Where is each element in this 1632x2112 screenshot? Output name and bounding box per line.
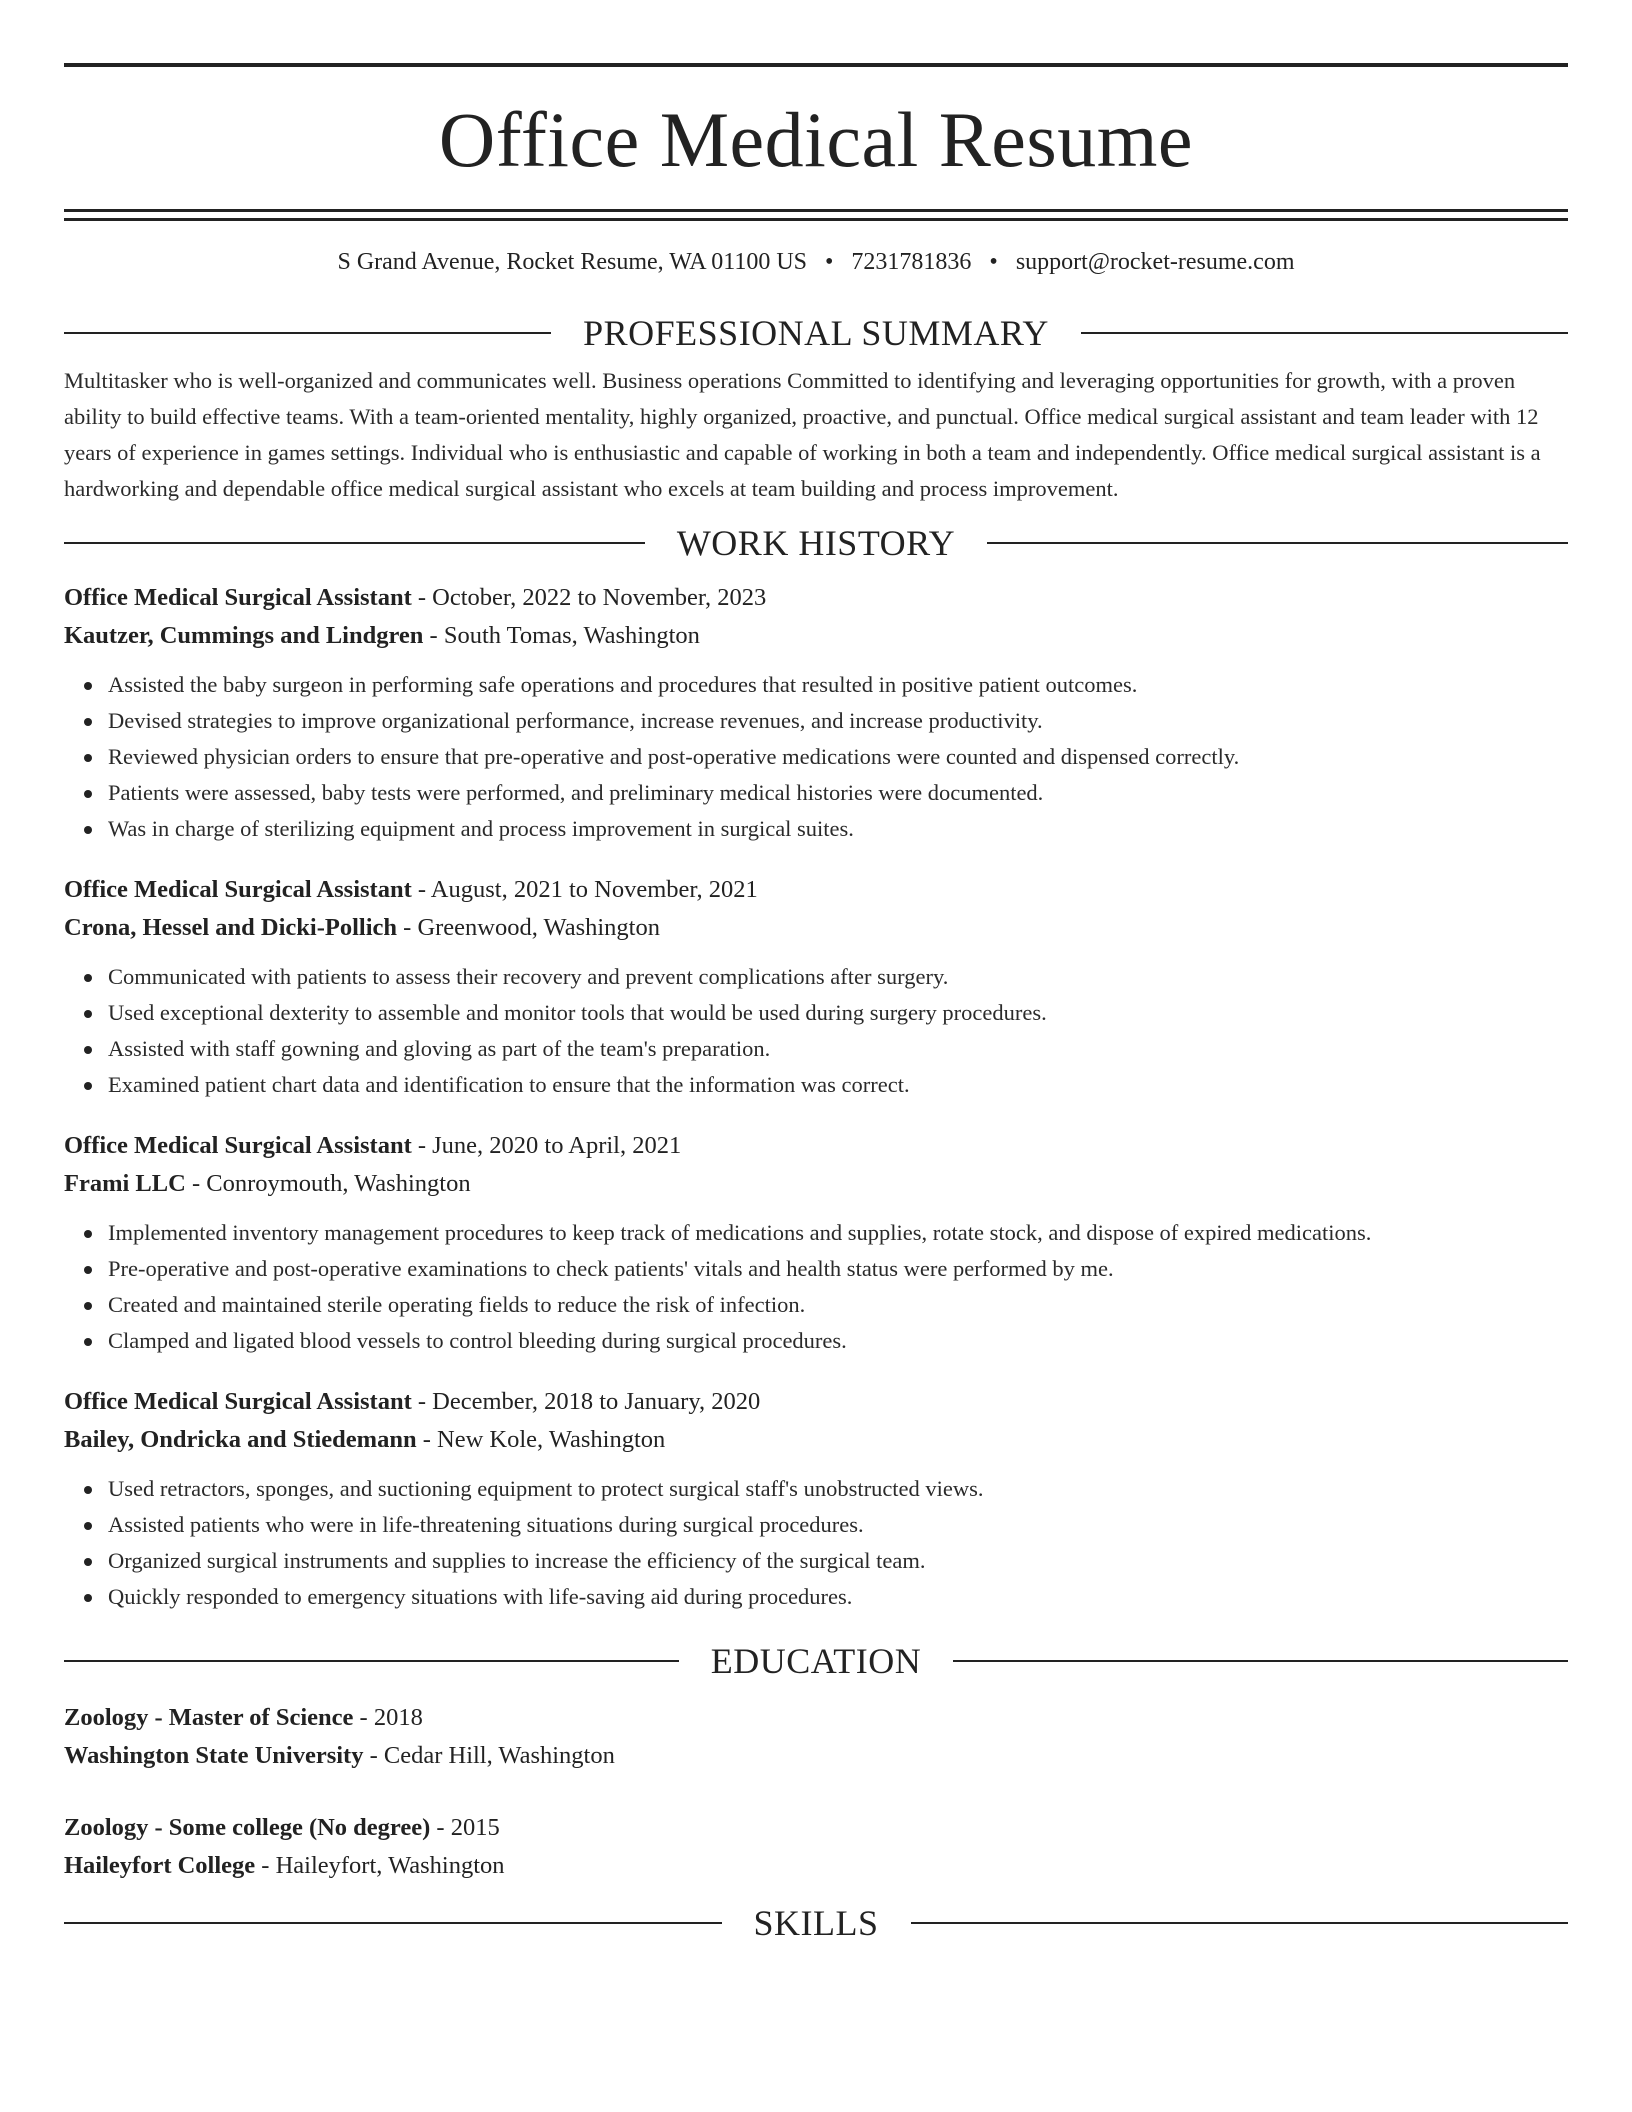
education-location: - Cedar Hill, Washington xyxy=(363,1742,615,1769)
education-degree: Zoology - Master of Science xyxy=(64,1704,354,1731)
section-rule-right xyxy=(1081,332,1568,334)
job-bullet: Created and maintained sterile operating fields to reduce the risk of infection. xyxy=(108,1287,1568,1323)
education-year: - 2015 xyxy=(430,1814,500,1841)
section-rule-left xyxy=(64,1660,679,1662)
job-company-line xyxy=(64,617,1568,655)
job-dates: - June, 2020 to April, 2021 xyxy=(411,1132,682,1159)
contact-separator: • xyxy=(989,249,998,275)
section-title-work: WORK HISTORY xyxy=(676,523,956,563)
job-title: Office Medical Surgical Assistant xyxy=(64,876,412,903)
job-bullet: Assisted the baby surgeon in performing safe operations and procedures that resulted in positive patient outcomes. xyxy=(108,667,1568,703)
section-header-skills xyxy=(64,1903,1568,1943)
education-year: - 2018 xyxy=(353,1704,423,1731)
job-title-line xyxy=(64,1383,1568,1421)
job-location: - New Kole, Washington xyxy=(416,1426,666,1453)
education-entry xyxy=(64,1809,1568,1885)
contact-address: S Grand Avenue, Rocket Resume, WA 01100 US xyxy=(337,249,807,275)
job-title: Office Medical Surgical Assistant xyxy=(64,1132,412,1159)
section-rule-left xyxy=(64,542,645,544)
job-entry xyxy=(64,579,1568,847)
job-entry xyxy=(64,1127,1568,1359)
job-bullets xyxy=(64,959,1568,1103)
job-bullet: Assisted patients who were in life-threatening situations during surgical procedures. xyxy=(108,1507,1568,1543)
resume-title: Office Medical Resume xyxy=(438,96,1194,183)
job-company: Frami LLC xyxy=(64,1170,186,1197)
job-company: Kautzer, Cummings and Lindgren xyxy=(64,622,424,649)
education-degree-line xyxy=(64,1809,1568,1847)
section-title-skills: SKILLS xyxy=(753,1903,879,1943)
job-entry xyxy=(64,1383,1568,1615)
contact-separator: • xyxy=(825,249,834,275)
job-bullet: Devised strategies to improve organizational performance, increase revenues, and increase productivity. xyxy=(108,703,1568,739)
job-bullets xyxy=(64,1471,1568,1615)
section-rule-right xyxy=(953,1660,1568,1662)
section-rule-left xyxy=(64,1922,722,1924)
job-bullet: Communicated with patients to assess their recovery and prevent complications after surgery. xyxy=(108,959,1568,995)
education-school: Haileyfort College xyxy=(64,1852,256,1879)
job-bullet: Organized surgical instruments and supplies to increase the efficiency of the surgical team. xyxy=(108,1543,1568,1579)
job-company-line xyxy=(64,909,1568,947)
job-dates: - December, 2018 to January, 2020 xyxy=(411,1388,761,1415)
job-title-line xyxy=(64,871,1568,909)
job-bullet: Used retractors, sponges, and suctioning equipment to protect surgical staff's unobstructed views. xyxy=(108,1471,1568,1507)
section-title-education: EDUCATION xyxy=(710,1641,922,1681)
job-bullets xyxy=(64,667,1568,847)
job-location: - Greenwood, Washington xyxy=(397,914,660,941)
job-company-line xyxy=(64,1165,1568,1203)
education-school-line xyxy=(64,1737,1568,1775)
section-rule-left xyxy=(64,332,551,334)
title-double-rule xyxy=(64,209,1568,221)
resume-page xyxy=(64,0,1568,1943)
education-location: - Haileyfort, Washington xyxy=(255,1852,505,1879)
job-bullet: Was in charge of sterilizing equipment and process improvement in surgical suites. xyxy=(108,811,1568,847)
contact-phone: 7231781836 xyxy=(851,249,972,275)
job-bullet: Used exceptional dexterity to assemble and monitor tools that would be used during surgery procedures. xyxy=(108,995,1568,1031)
education-degree-line xyxy=(64,1699,1568,1737)
job-bullet: Reviewed physician orders to ensure that pre-operative and post-operative medications were counted and dispensed correctly. xyxy=(108,739,1568,775)
education-entry xyxy=(64,1699,1568,1775)
job-title-line xyxy=(64,579,1568,617)
section-title-summary: PROFESSIONAL SUMMARY xyxy=(583,313,1049,353)
job-title: Office Medical Surgical Assistant xyxy=(64,1388,412,1415)
contact-line xyxy=(64,247,1568,277)
job-bullet: Clamped and ligated blood vessels to control bleeding during surgical procedures. xyxy=(108,1323,1568,1359)
job-bullet: Quickly responded to emergency situations with life-saving aid during procedures. xyxy=(108,1579,1568,1615)
job-location: - Conroymouth, Washington xyxy=(185,1170,471,1197)
job-company: Bailey, Ondricka and Stiedemann xyxy=(64,1426,417,1453)
job-dates: - October, 2022 to November, 2023 xyxy=(411,584,767,611)
education-degree: Zoology - Some college (No degree) xyxy=(64,1814,431,1841)
job-bullet: Examined patient chart data and identification to ensure that the information was correct. xyxy=(108,1067,1568,1103)
summary-text: Multitasker who is well-organized and communicates well. Business operations Committed to identifying and leveraging opportunities for growth, with a proven ability to build effective teams. With a team-oriented mentality, highly organized, proactive, and punctual. Office medical surgical assistant and team leader with 12 years of experience in games settings. Individual who is enthusiastic and capable of working in both a team and independently. Office medical surgical assistant is a hardworking and dependable office medical surgical assistant who excels at team building and process improvement. xyxy=(64,368,1541,501)
section-rule-right xyxy=(987,542,1568,544)
section-header-summary xyxy=(64,313,1568,353)
job-bullet: Assisted with staff gowning and gloving as part of the team's preparation. xyxy=(108,1031,1568,1067)
job-company-line xyxy=(64,1421,1568,1459)
job-location: - South Tomas, Washington xyxy=(423,622,700,649)
education-school-line xyxy=(64,1847,1568,1885)
job-entry xyxy=(64,871,1568,1103)
job-title-line xyxy=(64,1127,1568,1165)
job-bullets xyxy=(64,1215,1568,1359)
job-bullet: Implemented inventory management procedures to keep track of medications and supplies, rotate stock, and dispose of expired medications. xyxy=(108,1215,1568,1251)
education-school: Washington State University xyxy=(64,1742,364,1769)
section-rule-right xyxy=(911,1922,1569,1924)
top-rule xyxy=(64,63,1568,67)
job-bullet: Pre-operative and post-operative examinations to check patients' vitals and health status were performed by me. xyxy=(108,1251,1568,1287)
job-dates: - August, 2021 to November, 2021 xyxy=(411,876,758,903)
job-title: Office Medical Surgical Assistant xyxy=(64,584,412,611)
contact-email: support@rocket-resume.com xyxy=(1015,249,1295,275)
section-header-education xyxy=(64,1641,1568,1681)
job-bullet: Patients were assessed, baby tests were performed, and preliminary medical histories were documented. xyxy=(108,775,1568,811)
job-company: Crona, Hessel and Dicki-Pollich xyxy=(64,914,398,941)
section-header-work xyxy=(64,523,1568,563)
